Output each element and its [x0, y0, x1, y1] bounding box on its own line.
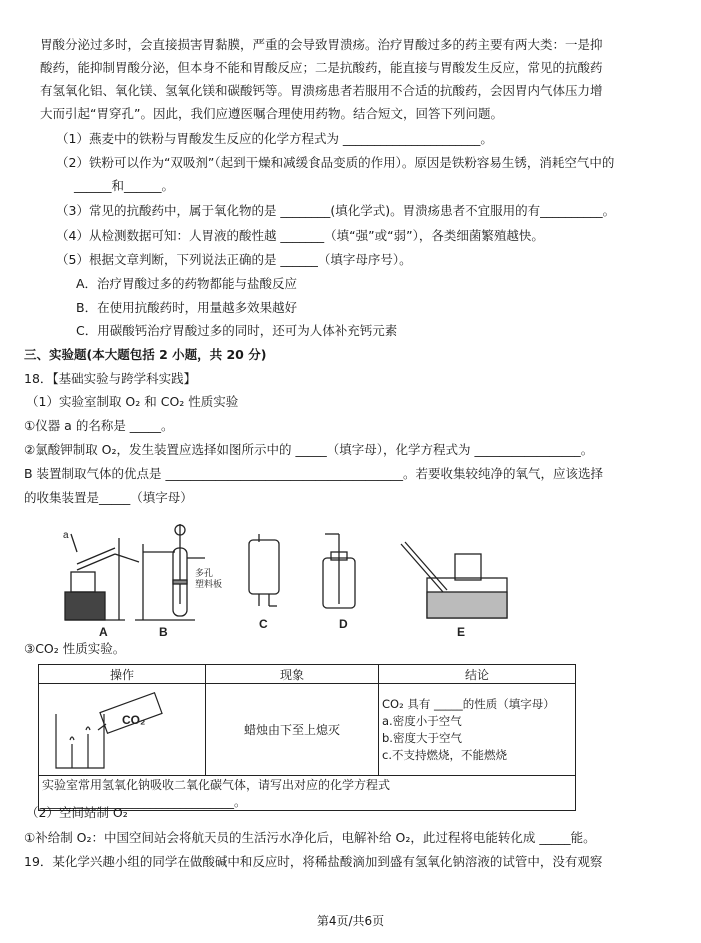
item-space-station: ①补给制 O₂：中国空间站会将航天员的生活污水净化后，电解补给 O₂，此过程将电能转化成 _____能。 [24, 830, 596, 845]
passage-line-3: 有氢氧化铝、氧化镁、氢氧化镁和碳酸钙等。胃溃疡患者若服用不合适的抗酸药，会因胃内气体压力增 [40, 83, 603, 98]
phenomenon-cell: 蜡烛由下至上熄灭 [206, 684, 379, 776]
apparatus-figure [55, 524, 515, 642]
label-A: A [99, 625, 108, 639]
apparatus-a [65, 534, 139, 620]
apparatus-c [249, 534, 279, 606]
option-a: A．治疗胃酸过多的药物都能与盐酸反应 [76, 276, 298, 291]
passage-line-4: 大而引起“胃穿孔”。因此，我们应遵医嘱合理使用药物。结合短文，回答下列问题。 [40, 106, 503, 121]
apparatus-e [401, 542, 507, 618]
page-footer: 第4页/共6页 [316, 914, 385, 928]
question-5: （5）根据文章判断，下列说法正确的是 ______（填字母序号）。 [56, 252, 412, 267]
table-bottom-row: 实验室常用氢氧化钠吸收二氧化碳气体，请写出对应的化学方程式________________________________。 [39, 776, 576, 811]
conclusion-cell [379, 684, 576, 776]
item-1: ①仪器 a 的名称是 _____。 [24, 418, 174, 433]
problem-18: 18．【基础实验与跨学科实践】 [24, 371, 197, 386]
section-heading: 三、实验题(本大题包括 2 小题，共 20 分) [24, 347, 267, 362]
item-3: ③CO₂ 性质实验。 [24, 641, 126, 656]
question-2-blanks: ______和______。 [74, 178, 175, 193]
passage-line-1: 胃酸分泌过多时，会直接损害胃黏膜，严重的会导致胃溃疡。治疗胃酸过多的药主要有两大类：一是抑 [40, 37, 603, 52]
question-4: （4）从检测数据可知：人胃液的酸性越 _______（填“强”或“弱”），各类细菌繁殖越快。 [56, 228, 544, 243]
apparatus-d [323, 534, 355, 608]
header-operation: 操作 [39, 665, 206, 684]
item-2b: B 装置制取气体的优点是 ______________________________________。若要收集较纯净的氧气，应该选择 [24, 466, 604, 481]
conclusion-line-4: c.不支持燃烧，不能燃烧 [382, 747, 507, 762]
item-2: ②氯酸钾制取 O₂，发生装置应选择如图所示中的 _____（填字母），化学方程式为 _________________。 [24, 442, 594, 457]
label-E: E [457, 625, 466, 639]
question-3: （3）常见的抗酸药中，属于氧化物的是 ________(填化学式)。胃溃疡患者不宜服用的有__________。 [56, 203, 616, 218]
label-plate-1: 多孔 [195, 568, 214, 578]
label-D: D [339, 617, 348, 631]
label-B: B [159, 625, 168, 639]
beaker-figure [42, 684, 192, 772]
subpart-1: （1）实验室制取 O₂ 和 CO₂ 性质实验 [26, 394, 239, 409]
conclusion-line-1: CO₂ 具有 _____的性质（填字母） [382, 696, 555, 711]
question-1: （1）燕麦中的铁粉与胃酸发生反应的化学方程式为 ______________________。 [56, 131, 493, 146]
subpart-2: （2）空间站制 O₂ [26, 805, 128, 820]
question-2: （2）铁粉可以作为“双吸剂”（起到干燥和减缓食品变质的作用）。原因是铁粉容易生锈，消耗空气中的 [56, 155, 615, 170]
label-a: a [63, 530, 69, 541]
conclusion-line-3: b.密度大于空气 [382, 730, 462, 745]
item-2c: 的收集装置是_____（填字母） [24, 490, 193, 505]
conclusion-line-2: a.密度小于空气 [382, 713, 462, 728]
label-plate-2: 塑料板 [195, 579, 223, 589]
passage-line-2: 酸药，能抑制胃酸分泌，但本身不能和胃酸反应；二是抗酸药，能直接与胃酸发生反应，常见的抗酸药 [40, 60, 603, 75]
option-c: C．用碳酸钙治疗胃酸过多的同时，还可为人体补充钙元素 [76, 323, 398, 338]
co2-label: CO₂ [122, 713, 146, 727]
experiment-table [38, 664, 576, 811]
header-conclusion: 结论 [379, 665, 576, 684]
operation-cell [39, 684, 206, 776]
label-C: C [259, 617, 268, 631]
problem-19: 19．某化学兴趣小组的同学在做酸碱中和反应时，将稀盐酸滴加到盛有氢氧化钠溶液的试管中，没有观察 [24, 854, 603, 869]
option-b: B．在使用抗酸药时，用量越多效果越好 [76, 300, 298, 315]
header-phenomenon: 现象 [206, 665, 379, 684]
